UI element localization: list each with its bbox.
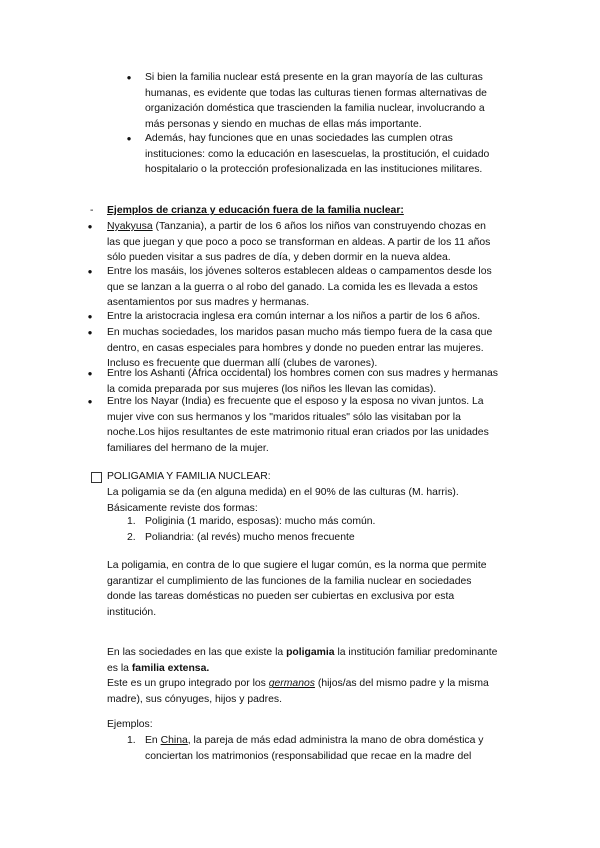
list-item-nayar <box>107 394 537 457</box>
text-span: En las sociedades en las que existe la <box>107 647 287 658</box>
text-line: humanas, es evidente que todas las culturas tienen formas alternativas de <box>145 87 487 99</box>
text-line: organización doméstica que trascienden la familia nuclear, involucrando a <box>145 103 485 115</box>
examples-label: Ejemplos: <box>107 719 153 730</box>
text-span: (hijos/as del mismo padre y la misma <box>314 678 489 690</box>
bullet-marker: ● <box>87 312 93 321</box>
text-line: dentro, en casas especiales para hombres y donde no pueden entrar las mujeres. <box>107 342 484 354</box>
form-poliandria: Poliandria: (al revés) mucho menos frecuente <box>145 532 355 543</box>
paragraph-poligamia-norma <box>107 558 547 621</box>
text-line: Entre los Nayar (India) es frecuente que el esposo y la esposa no vivan juntos. La <box>107 396 484 407</box>
text-line: donde las tareas domésticas no pueden ser cubiertas en exclusiva por esta <box>107 591 455 603</box>
text-line: institución. <box>107 607 157 619</box>
text-line: Además, hay funciones que en unas sociedades las cumplen otras <box>145 133 453 144</box>
list-item-aristocracia <box>107 309 537 325</box>
text-line: La poligamia, en contra de lo que sugiere el lugar común, es la norma que permite <box>107 560 487 571</box>
bullet-marker: ● <box>126 73 132 82</box>
text-line: Entre los Ashanti (África occidental) los hombres comen con sus madres y hermanas <box>107 368 498 379</box>
text-line: Básicamente reviste dos formas: <box>107 502 258 514</box>
text-span: la institución familiar predominante <box>334 647 498 658</box>
text-line: hospitalario o la protección profesionalizada en las instituciones militares. <box>145 164 483 176</box>
text-line: Si bien la familia nuclear está presente en la gran mayoría de las culturas <box>145 72 483 83</box>
intro-bullet-2 <box>145 131 565 178</box>
text-line: más personas y siendo en muchas de ellas más importante. <box>145 119 422 131</box>
text-line: garantizar el cumplimiento de las funciones de la familia nuclear en sociedades <box>107 575 472 587</box>
text-line: noche.Los hijos resultantes de este matrimonio ritual eran criados por las unidades <box>107 427 489 439</box>
bullet-marker: ● <box>126 134 132 143</box>
list-item-masais <box>107 264 537 311</box>
text-line: Entre los masáis, los jóvenes solteros establecen aldeas o campamentos desde los <box>107 266 492 277</box>
text-line: conciertan los matrimonios (responsabilidad que recae en la madre del <box>145 750 472 762</box>
bullet-marker: ● <box>87 222 93 231</box>
text-span: es la <box>107 662 132 674</box>
term-poligamia: poligamia <box>286 647 335 658</box>
text-line: En muchas sociedades, los maridos pasan mucho más tiempo fuera de la casa que <box>107 327 493 338</box>
text-line: familiares del hermano de la mujer. <box>107 443 269 455</box>
text-line: sólo pueden visitar a sus padres de día, y deben dormir en la nueva aldea. <box>107 252 451 264</box>
bullet-marker: ● <box>87 267 93 276</box>
section-heading-crianza: Ejemplos de crianza y educación fuera de la familia nuclear: <box>107 205 404 216</box>
text-line: asentamientos por sus madres y hermanas. <box>107 297 310 309</box>
list-item-ashanti <box>107 366 537 397</box>
checkbox-icon[interactable] <box>91 472 102 483</box>
list-number: 1. <box>127 735 136 746</box>
form-poliginia: Poliginia (1 marido, esposas): mucho más común. <box>145 516 376 527</box>
text-line: mujer vive con sus hermanos y los "maridos rituales" sólo las visitaban por la <box>107 411 461 423</box>
text-line: La poligamia se da (en alguna medida) en el 90% de las culturas (M. harris). <box>107 487 459 498</box>
paragraph-poligamia-intro <box>107 485 547 516</box>
text-span: Este es un grupo integrado por los <box>107 678 269 690</box>
term-germanos: germanos <box>268 678 315 690</box>
text-line <box>145 733 565 749</box>
example-china <box>145 733 565 764</box>
intro-bullet-1 <box>145 70 565 133</box>
bullet-marker: ● <box>87 397 93 406</box>
text-line: Entre la aristocracia inglesa era común internar a los niños a partir de los 6 años. <box>107 311 481 322</box>
text-span: , la pareja de más edad administra la mano de obra doméstica y <box>187 735 484 746</box>
text-span: En <box>145 735 161 746</box>
text-line <box>107 676 547 692</box>
term-nyakyusa: Nyakyusa <box>107 221 153 232</box>
bullet-marker: ● <box>87 328 93 337</box>
text-line: que se lanzan a la guerra o al robo del ganado. La comida les es llevada a estos <box>107 281 478 293</box>
list-number: 1. <box>127 516 136 527</box>
heading-dash: - <box>90 205 94 216</box>
paragraph-familia-extensa <box>107 645 547 708</box>
term-china: China <box>160 735 188 746</box>
text-line: las que juegan y que poco a poco se transforman en aldeas. A partir de los 11 años <box>107 236 491 248</box>
section-heading-poligamia: POLIGAMIA Y FAMILIA NUCLEAR: <box>107 471 271 482</box>
text-line: instituciones: como la educación en lasescuelas, la prostitución, el cuidado <box>145 148 490 160</box>
bullet-marker: ● <box>87 369 93 378</box>
list-number: 2. <box>127 532 136 543</box>
text-span: (Tanzania), a partir de los 6 años los niños van construyendo chozas en <box>152 221 486 232</box>
list-item-nyakyusa <box>107 219 537 266</box>
text-line <box>107 645 547 661</box>
text-line: Incluso es frecuente que duerman allí (clubes de varones). <box>107 358 378 370</box>
text-line <box>107 661 547 677</box>
text-line <box>107 219 537 235</box>
text-line: la comida preparada por sus mujeres (los niños les llevan las comidas). <box>107 383 437 395</box>
term-familia-extensa: familia extensa. <box>131 662 210 674</box>
text-line: madre), sus cónyuges, hijos y padres. <box>107 694 282 706</box>
